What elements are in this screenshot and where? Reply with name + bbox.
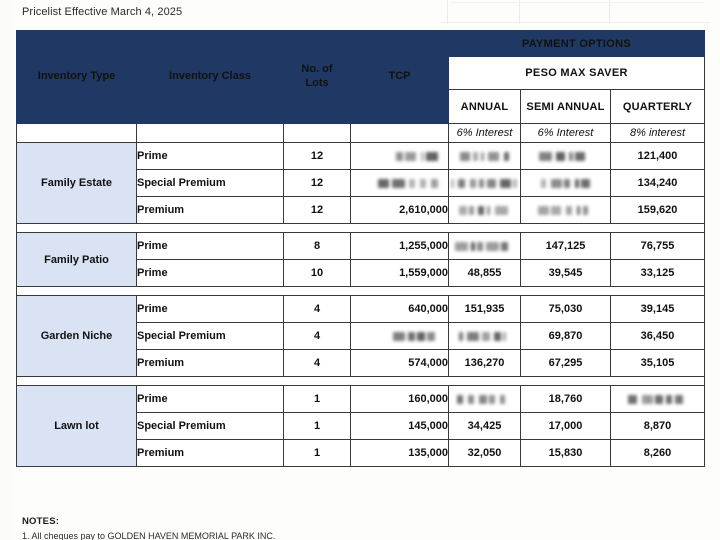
tcp-cell [351, 143, 449, 170]
redacted-value [351, 143, 448, 169]
annual-payment-cell [449, 233, 521, 260]
redacted-value [521, 197, 610, 223]
inventory-class-cell: Special Premium [137, 323, 284, 350]
inventory-class-cell: Prime [137, 296, 284, 323]
interest-row-spacer-inventory-type [17, 124, 137, 143]
tcp-cell: 640,000 [351, 296, 449, 323]
column-header-inventory-class: Inventory Class [137, 31, 284, 124]
table-header [17, 31, 705, 143]
inventory-class-cell: Prime [137, 386, 284, 413]
page-title: Pricelist Effective March 4, 2025 [22, 6, 183, 18]
quarterly-payment-cell: 121,400 [611, 143, 705, 170]
semi-annual-payment-cell: 147,125 [521, 233, 611, 260]
tcp-cell: 135,000 [351, 440, 449, 467]
table-row[interactable] [17, 386, 705, 413]
gridline-horizontal [450, 2, 705, 3]
group-separator-row [17, 287, 705, 296]
group-separator-cell [17, 377, 705, 386]
inventory-type-cell: Garden Niche [17, 296, 137, 377]
annual-payment-cell: 34,425 [449, 413, 521, 440]
annual-payment-cell [449, 323, 521, 350]
semi-annual-payment-cell: 75,030 [521, 296, 611, 323]
tcp-cell: 2,610,000 [351, 197, 449, 224]
redacted-value [521, 143, 610, 169]
semi-annual-payment-cell: 69,870 [521, 323, 611, 350]
group-separator-cell [17, 287, 705, 296]
interest-row-spacer-inventory-class [137, 124, 284, 143]
no-of-lots-cell: 12 [284, 170, 351, 197]
inventory-type-cell: Family Patio [17, 233, 137, 287]
tcp-cell: 160,000 [351, 386, 449, 413]
semi-annual-payment-cell: 39,545 [521, 260, 611, 287]
column-header-quarterly: QUARTERLY [611, 90, 705, 124]
redacted-value [351, 170, 448, 196]
column-header-peso-max-saver: PESO MAX SAVER [449, 57, 705, 90]
annual-payment-cell: 32,050 [449, 440, 521, 467]
no-of-lots-cell: 4 [284, 350, 351, 377]
semi-annual-payment-cell [521, 170, 611, 197]
column-header-payment-options: PAYMENT OPTIONS [449, 31, 705, 57]
pricelist-sheet [16, 30, 704, 467]
group-separator-cell [17, 224, 705, 233]
no-of-lots-cell: 4 [284, 296, 351, 323]
no-of-lots-cell: 12 [284, 197, 351, 224]
semi-annual-payment-cell [521, 197, 611, 224]
group-separator-row [17, 224, 705, 233]
no-of-lots-cell: 4 [284, 323, 351, 350]
no-of-lots-cell: 1 [284, 440, 351, 467]
column-header-inventory-type: Inventory Type [17, 31, 137, 124]
inventory-class-cell: Special Premium [137, 413, 284, 440]
quarterly-payment-cell: 36,450 [611, 323, 705, 350]
no-of-lots-cell: 1 [284, 413, 351, 440]
gridline-vertical [609, 0, 610, 24]
no-of-lots-cell: 10 [284, 260, 351, 287]
inventory-class-cell: Premium [137, 350, 284, 377]
interest-rate-annual: 6% Interest [449, 124, 521, 143]
tcp-cell [351, 323, 449, 350]
tcp-cell: 1,255,000 [351, 233, 449, 260]
annual-payment-cell [449, 170, 521, 197]
page-left-margin [0, 0, 15, 540]
table-body [17, 143, 705, 467]
tcp-cell: 574,000 [351, 350, 449, 377]
no-of-lots-line-1: No. of [301, 63, 333, 76]
inventory-class-cell: Prime [137, 260, 284, 287]
column-header-annual: ANNUAL [449, 90, 521, 124]
semi-annual-payment-cell: 18,760 [521, 386, 611, 413]
annual-payment-cell [449, 143, 521, 170]
quarterly-payment-cell: 39,145 [611, 296, 705, 323]
redacted-value [611, 386, 704, 412]
column-header-tcp: TCP [351, 31, 449, 124]
redacted-value [449, 323, 520, 349]
annual-payment-cell [449, 386, 521, 413]
inventory-type-cell: Family Estate [17, 143, 137, 224]
annual-payment-cell: 136,270 [449, 350, 521, 377]
inventory-class-cell: Premium [137, 440, 284, 467]
redacted-value [521, 170, 610, 196]
annual-payment-cell: 48,855 [449, 260, 521, 287]
quarterly-payment-cell: 134,240 [611, 170, 705, 197]
inventory-class-cell: Special Premium [137, 170, 284, 197]
notes-heading: NOTES: [22, 516, 60, 527]
redacted-value [351, 323, 448, 349]
pricelist-table [16, 30, 705, 467]
quarterly-payment-cell: 35,105 [611, 350, 705, 377]
table-row[interactable] [17, 233, 705, 260]
no-of-lots-line-2: Lots [305, 77, 329, 89]
inventory-class-cell: Premium [137, 197, 284, 224]
semi-annual-payment-cell [521, 143, 611, 170]
quarterly-payment-cell: 8,260 [611, 440, 705, 467]
tcp-cell [351, 170, 449, 197]
header-row-top [17, 31, 705, 57]
group-separator-row [17, 377, 705, 386]
header-row-interest [17, 124, 705, 143]
notes-item: 1. All cheques pay to GOLDEN HAVEN MEMORIAL PARK INC. [22, 531, 276, 540]
redacted-value [449, 143, 520, 169]
quarterly-payment-cell [611, 386, 705, 413]
inventory-type-cell: Lawn lot [17, 386, 137, 467]
interest-row-spacer-tcp [351, 124, 449, 143]
table-row[interactable] [17, 143, 705, 170]
tcp-cell: 145,000 [351, 413, 449, 440]
redacted-value [449, 197, 520, 223]
quarterly-payment-cell: 8,870 [611, 413, 705, 440]
quarterly-payment-cell: 33,125 [611, 260, 705, 287]
quarterly-payment-cell: 76,755 [611, 233, 705, 260]
table-row[interactable] [17, 296, 705, 323]
annual-payment-cell: 151,935 [449, 296, 521, 323]
tcp-cell: 1,559,000 [351, 260, 449, 287]
semi-annual-payment-cell: 17,000 [521, 413, 611, 440]
annual-payment-cell [449, 197, 521, 224]
column-header-no-of-lots [284, 31, 351, 124]
redacted-value [449, 233, 520, 259]
semi-annual-payment-cell: 67,295 [521, 350, 611, 377]
column-header-semi-annual: SEMI ANNUAL [521, 90, 611, 124]
quarterly-payment-cell: 159,620 [611, 197, 705, 224]
interest-row-spacer-no-of-lots [284, 124, 351, 143]
redacted-value [449, 386, 520, 412]
redacted-value [449, 170, 520, 196]
semi-annual-payment-cell: 15,830 [521, 440, 611, 467]
no-of-lots-cell: 12 [284, 143, 351, 170]
gridline-vertical [519, 0, 520, 24]
no-of-lots-cell: 8 [284, 233, 351, 260]
inventory-class-cell: Prime [137, 143, 284, 170]
gridline-vertical [447, 0, 448, 24]
no-of-lots-cell: 1 [284, 386, 351, 413]
interest-rate-quarterly: 8% interest [611, 124, 705, 143]
inventory-class-cell: Prime [137, 233, 284, 260]
interest-rate-semi-annual: 6% Interest [521, 124, 611, 143]
gridline-horizontal [440, 22, 710, 23]
